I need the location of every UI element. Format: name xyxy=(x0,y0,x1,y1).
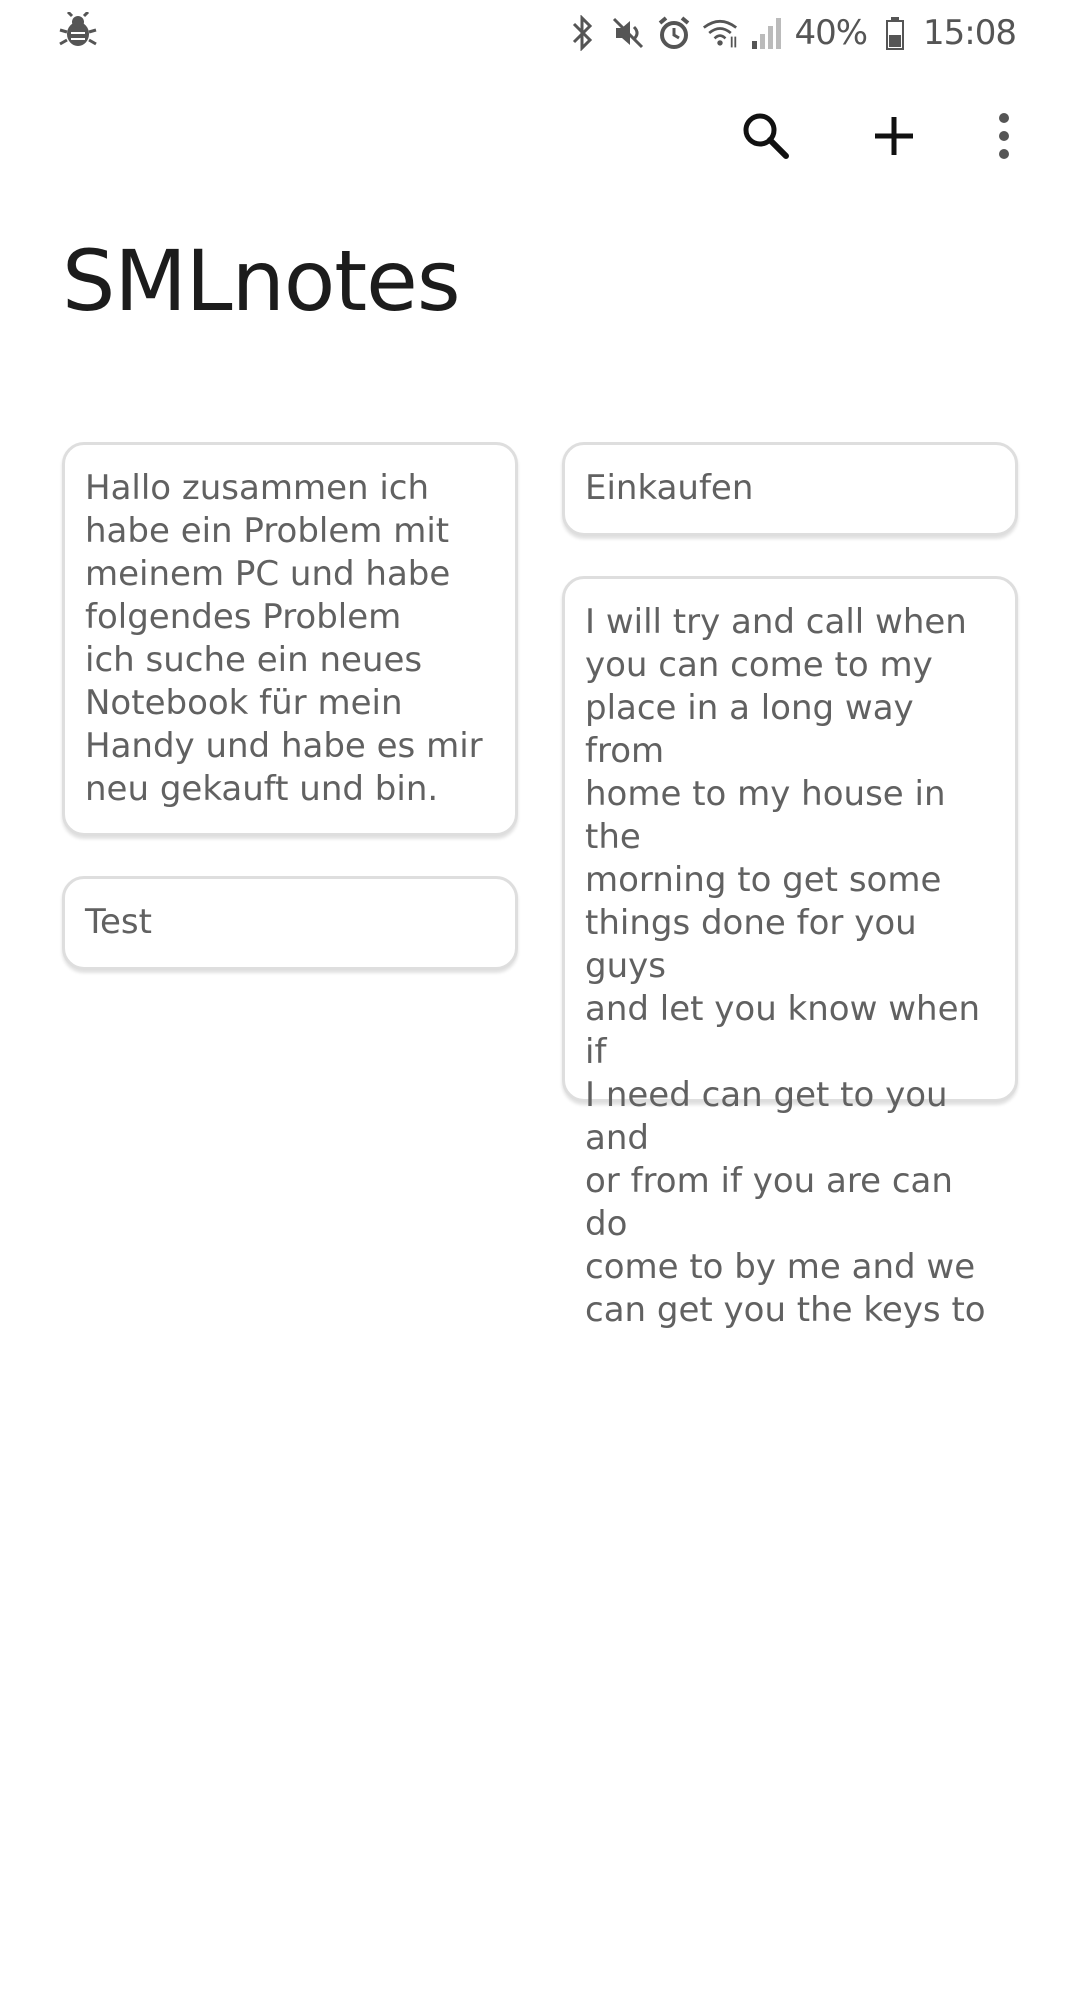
battery-percent: 40% xyxy=(794,13,868,53)
search-button[interactable] xyxy=(726,96,806,176)
alarm-icon xyxy=(656,15,692,51)
note-text: Test xyxy=(85,902,152,942)
search-icon xyxy=(740,110,792,162)
clock: 15:08 xyxy=(923,13,1016,53)
more-options-button[interactable] xyxy=(964,96,1044,176)
signal-icon xyxy=(748,15,784,51)
status-bar xyxy=(0,0,1080,66)
note-card[interactable] xyxy=(62,442,518,836)
note-text: Einkaufen xyxy=(585,468,754,508)
bug-icon xyxy=(58,12,98,52)
status-icons xyxy=(564,8,1016,58)
note-text: I will try and call when you can come to my place in a long way from home to my house in the morning to get some things done for you guys and let you know when if I need can get to you and or from if you are can do come to by me and we can get you the keys to xyxy=(585,602,986,1330)
note-text: Hallo zusammen ich habe ein Problem mit meinem PC und habe folgendes Problem ich suche ein neues Notebook für mein Handy und habe es mir neu gekauft und bin. xyxy=(85,468,483,809)
note-card[interactable] xyxy=(562,442,1018,536)
note-card[interactable] xyxy=(562,576,1018,1330)
bluetooth-icon xyxy=(564,15,600,51)
toolbar xyxy=(0,96,1080,176)
more-vertical-icon xyxy=(996,112,1012,160)
page-title: SMLnotes xyxy=(62,232,460,330)
battery-icon xyxy=(877,15,913,51)
add-note-button[interactable] xyxy=(854,96,934,176)
note-card[interactable] xyxy=(62,876,518,970)
mute-icon xyxy=(610,15,646,51)
add-icon xyxy=(872,114,916,158)
wifi-icon xyxy=(702,15,738,51)
